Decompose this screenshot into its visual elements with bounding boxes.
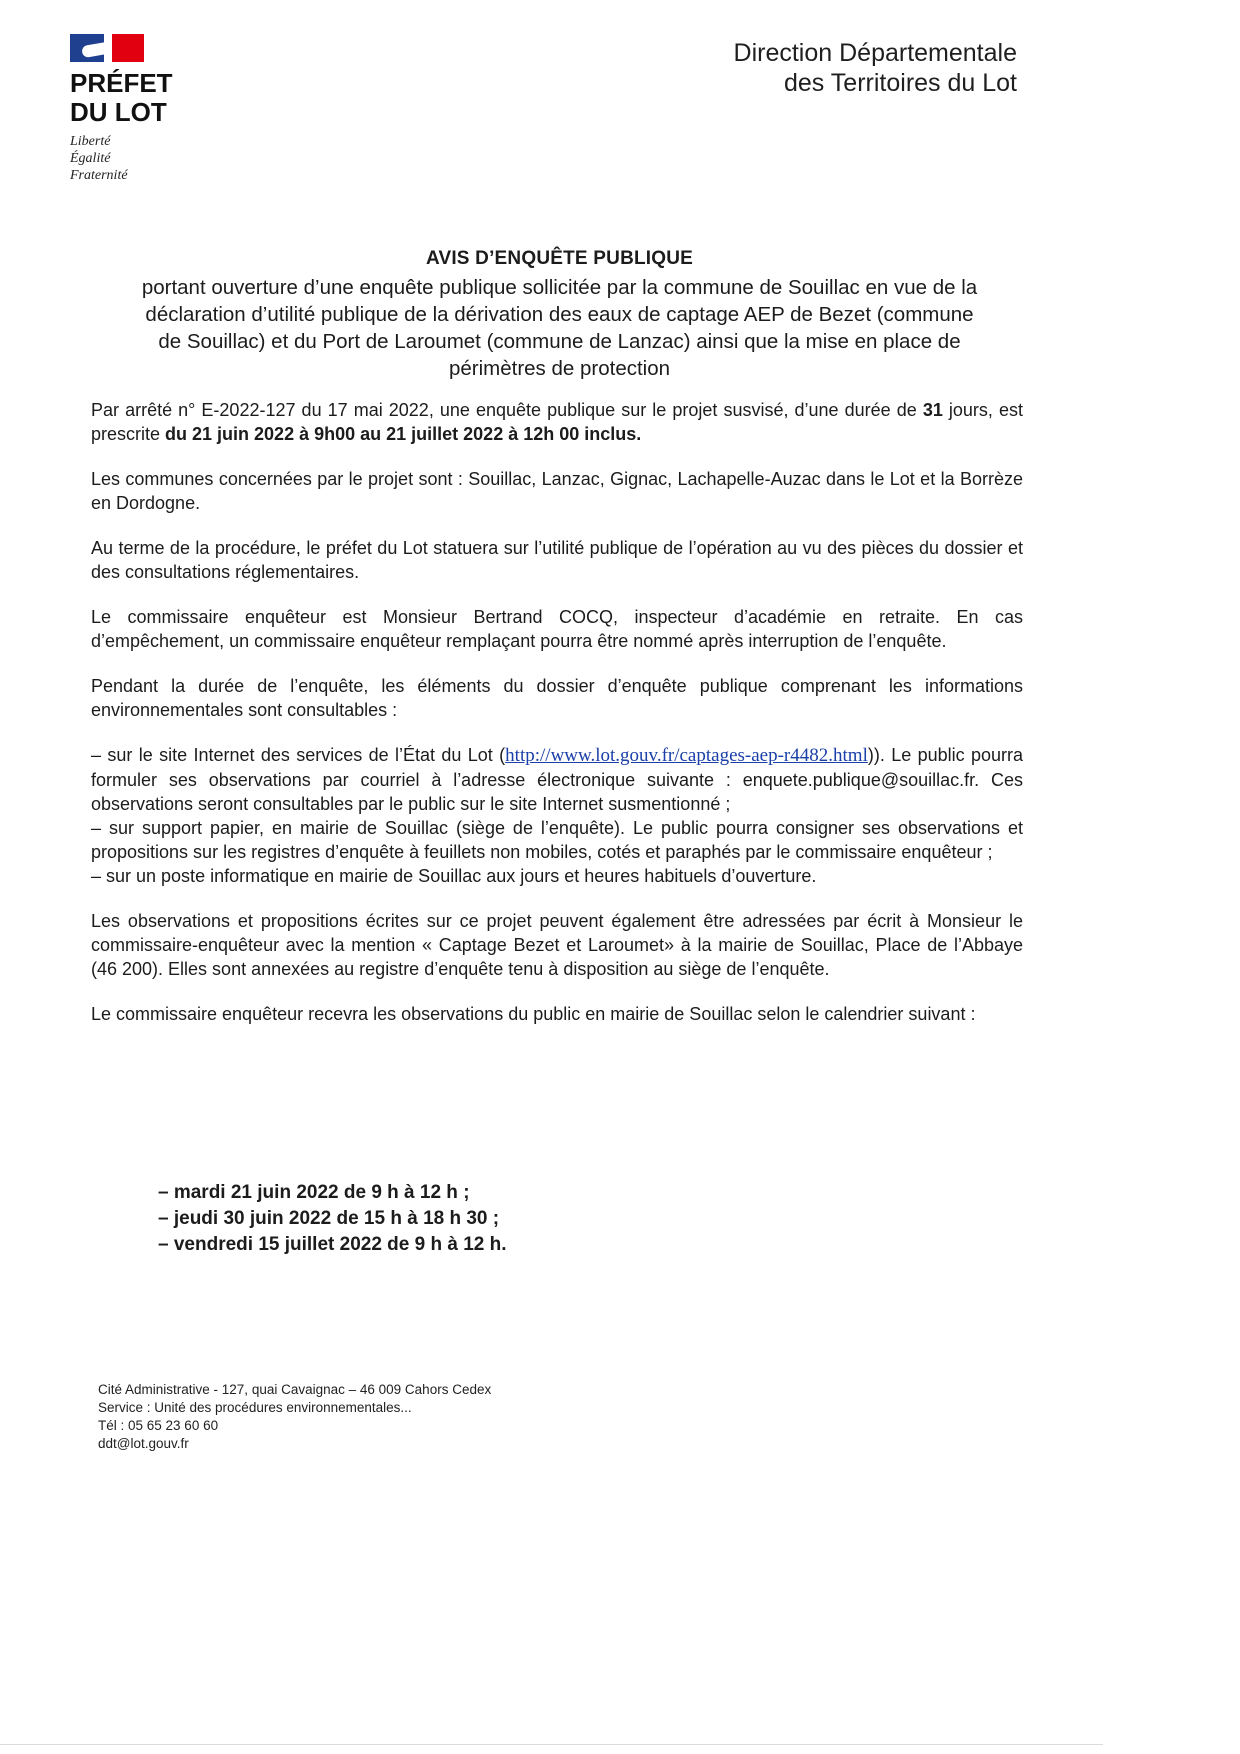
inquiry-dates: du 21 juin 2022 à 9h00 au 21 juillet 2022 à 12h 00 inclus.	[165, 424, 642, 444]
paragraph-communes: Les communes concernées par le projet sont : Souillac, Lanzac, Gignac, Lachapelle-Auzac dans le Lot et la Borrèze en Dordogne.	[91, 469, 1023, 513]
paragraph-calendar: Le commissaire enquêteur recevra les observations du public en mairie de Souillac selon le calendrier suivant :	[91, 1004, 976, 1024]
motto-fraternite: Fraternité	[70, 168, 128, 183]
footer-phone: Tél : 05 65 23 60 60	[98, 1418, 219, 1433]
subtitle-line: portant ouverture d’une enquête publique sollicitée par la commune de Souillac en vue de la	[141, 276, 978, 299]
footer-service: Service : Unité des procédures environnementales...	[98, 1400, 412, 1415]
footer-address: Cité Administrative - 127, quai Cavaignac – 46 009 Cahors Cedex	[98, 1382, 492, 1397]
subtitle-line: déclaration d’utilité publique de la dérivation des eaux de captage AEP de Bezet (commune	[145, 303, 974, 326]
consultation-list	[91, 743, 1023, 888]
paragraph-decree: Par arrêté n° E-2022-127 du 17 mai 2022, une enquête publique sur le projet susvisé, d’une durée de 31 jours, est prescrite du 21 juin 2022 à 9h00 au 21 juillet 2022 à 12h 00 inclus.	[91, 400, 1023, 444]
republic-motto	[70, 133, 190, 184]
notice-body	[91, 398, 1023, 1047]
paragraph-commissioner: Le commissaire enquêteur est Monsieur Bertrand COCQ, inspecteur d’académie en retraite. En cas d’empêchement, un commissaire enquêteur remplaçant pourra être nommé après interruption de l’enquête.	[91, 607, 1023, 651]
schedule-item: – vendredi 15 juillet 2022 de 9 h à 12 h.	[158, 1234, 507, 1255]
prefect-line2: DU LOT	[70, 97, 167, 127]
list-item-website: – sur le site Internet des services de l’État du Lot (http://www.lot.gouv.fr/captages-aep-r4482.html)). Le public pourra formuler ses observations par courriel à l’adresse électronique suivante : enquete.publique@souillac.fr. Ces observations seront consultables par le public sur le site Internet susmentionné ;	[91, 745, 1024, 814]
schedule-item: – mardi 21 juin 2022 de 9 h à 12 h ;	[158, 1182, 470, 1203]
notice-heading: AVIS D’ENQUÊTE PUBLIQUE	[425, 248, 694, 269]
subtitle-line: périmètres de protection	[448, 357, 671, 380]
footer-contact	[98, 1381, 491, 1453]
captages-link[interactable]: http://www.lot.gouv.fr/captages-aep-r4482.html	[505, 745, 868, 766]
prefect-line1: PRÉFET	[70, 68, 173, 98]
notice-subtitle	[92, 274, 1027, 382]
page-edge-divider	[0, 1744, 1103, 1745]
list-item-paper: – sur support papier, en mairie de Souillac (siège de l’enquête). Le public pourra consigner ses observations et propositions sur les registres d’enquête à feuillets non mobiles, cotés et paraphés par le commissaire enquêteur ;	[91, 818, 1023, 862]
prefect-title	[70, 69, 190, 127]
notice-title-block	[92, 248, 1027, 382]
paragraph-written-observations: Les observations et propositions écrites sur ce projet peuvent également être adressées par écrit à Monsieur le commissaire-enquêteur avec la mention « Captage Bezet et Laroumet» à la mairie de Souillac, Place de l’Abbaye (46 200). Elles sont annexées au registre d’enquête tenu à disposition au siège de l’enquête.	[91, 911, 1023, 979]
marianne-flag-icon	[70, 34, 144, 62]
duration-days: 31	[922, 400, 943, 420]
subtitle-line: de Souillac) et du Port de Laroumet (commune de Lanzac) ainsi que la mise en place de	[158, 330, 961, 353]
direction-line1: Direction Départementale	[733, 39, 1017, 67]
paragraph-consultation: Pendant la durée de l’enquête, les éléments du dossier d’enquête publique comprenant les informations environnementales sont consultables :	[91, 676, 1023, 720]
paragraph-procedure: Au terme de la procédure, le préfet du Lot statuera sur l’utilité publique de l’opération au vu des pièces du dossier et des consultations réglementaires.	[91, 538, 1023, 582]
prefect-logo	[70, 34, 190, 184]
list-item-computer: – sur un poste informatique en mairie de Souillac aux jours et heures habituels d’ouverture.	[91, 866, 817, 886]
motto-liberte: Liberté	[70, 134, 111, 149]
issuing-authority	[734, 38, 1017, 98]
motto-egalite: Égalité	[70, 151, 111, 166]
schedule-item: – jeudi 30 juin 2022 de 15 h à 18 h 30 ;	[158, 1208, 500, 1229]
permanence-schedule	[158, 1180, 507, 1258]
footer-email: ddt@lot.gouv.fr	[98, 1436, 189, 1451]
direction-line2: des Territoires du Lot	[784, 69, 1017, 97]
